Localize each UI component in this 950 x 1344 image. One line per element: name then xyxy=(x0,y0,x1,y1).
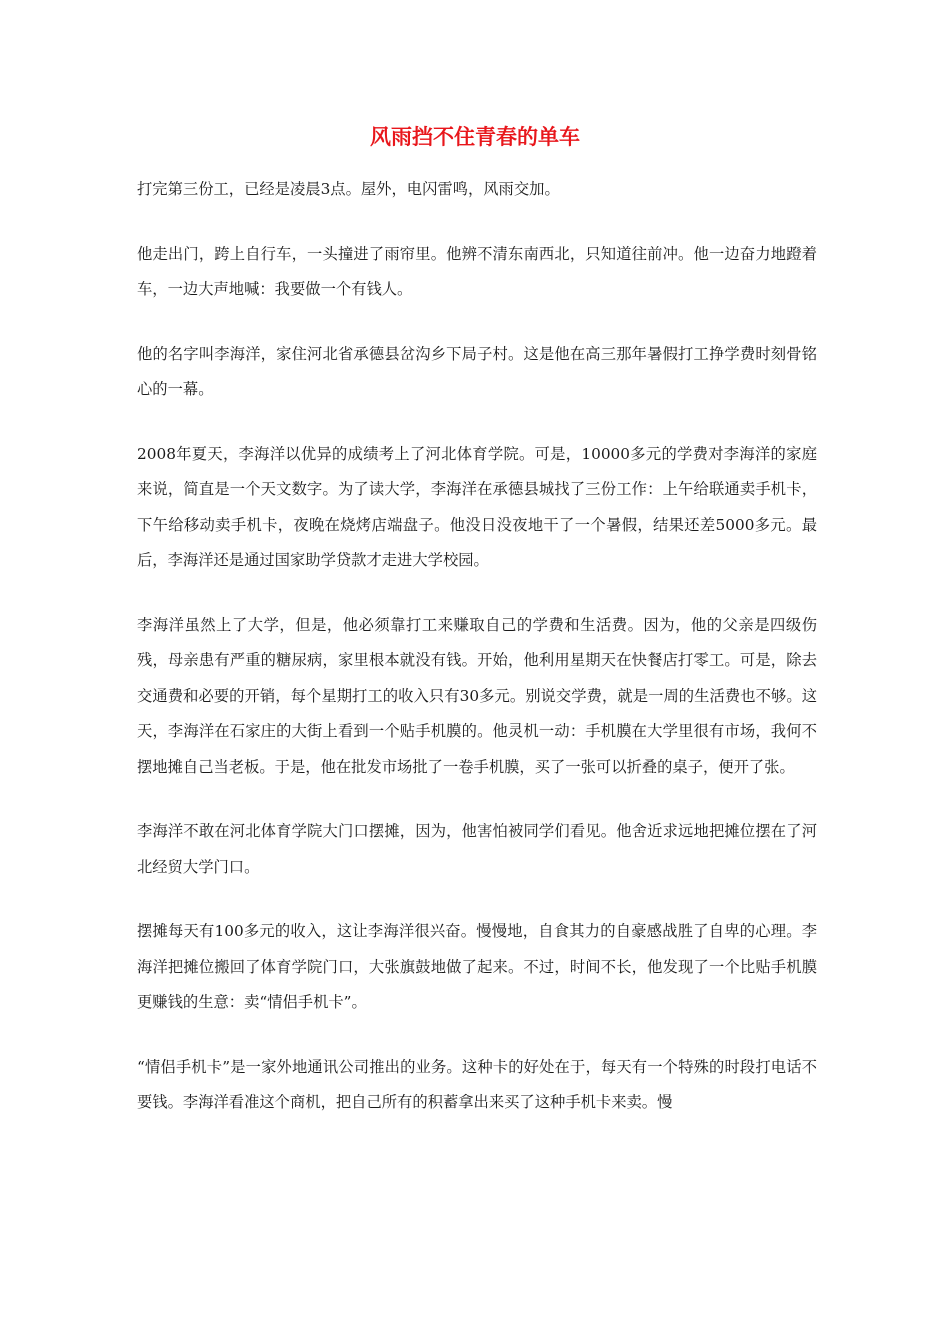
paragraph-8: “情侣手机卡”是一家外地通讯公司推出的业务。这种卡的好处在于，每天有一个特殊的时段打电话不要钱。李海洋看准这个商机，把自己所有的积蓄拿出来买了这种手机卡来卖。慢 xyxy=(137,1057,817,1111)
document-body xyxy=(137,172,817,1150)
paragraph-4: 2008年夏天，李海洋以优异的成绩考上了河北体育学院。可是，10000多元的学费对李海洋的家庭来说，简直是一个天文数字。为了读大学，李海洋在承德县城找了三份工作：上午给联通卖手机卡，下午给移动卖手机卡，夜晚在烧烤店端盘子。他没日没夜地干了一个暑假，结果还差5000多元。最后，李海洋还是通过国家助学贷款才走进大学校园。 xyxy=(137,444,817,569)
paragraph-2: 他走出门，跨上自行车，一头撞进了雨帘里。他辨不清东南西北，只知道往前冲。他一边奋力地蹬着车，一边大声地喊：我要做一个有钱人。 xyxy=(137,244,817,298)
paragraph-7: 摆摊每天有100多元的收入，这让李海洋很兴奋。慢慢地，自食其力的自豪感战胜了自卑的心理。李海洋把摊位搬回了体育学院门口，大张旗鼓地做了起来。不过，时间不长，他发现了一个比贴手机膜更赚钱的生意：卖“情侣手机卡”。 xyxy=(137,922,817,1011)
document-title: 风雨挡不住青春的单车 xyxy=(370,124,580,149)
paragraph-6: 李海洋不敢在河北体育学院大门口摆摊，因为，他害怕被同学们看见。他舍近求远地把摊位摆在了河北经贸大学门口。 xyxy=(137,822,817,876)
paragraph-1: 打完第三份工，已经是凌晨3点。屋外，电闪雷鸣，风雨交加。 xyxy=(137,180,560,198)
paragraph-3: 他的名字叫李海洋，家住河北省承德县岔沟乡下局子村。这是他在高三那年暑假打工挣学费时刻骨铭心的一幕。 xyxy=(137,344,817,398)
paragraph-5: 李海洋虽然上了大学，但是，他必须靠打工来赚取自己的学费和生活费。因为，他的父亲是四级伤残，母亲患有严重的糖尿病，家里根本就没有钱。开始，他利用星期天在快餐店打零工。可是，除去交通费和必要的开销，每个星期打工的收入只有30多元。别说交学费，就是一周的生活费也不够。这天，李海洋在石家庄的大街上看到一个贴手机膜的。他灵机一动：手机膜在大学里很有市场，我何不摆地摊自己当老板。于是，他在批发市场批了一卷手机膜，买了一张可以折叠的桌子，便开了张。 xyxy=(137,615,817,776)
